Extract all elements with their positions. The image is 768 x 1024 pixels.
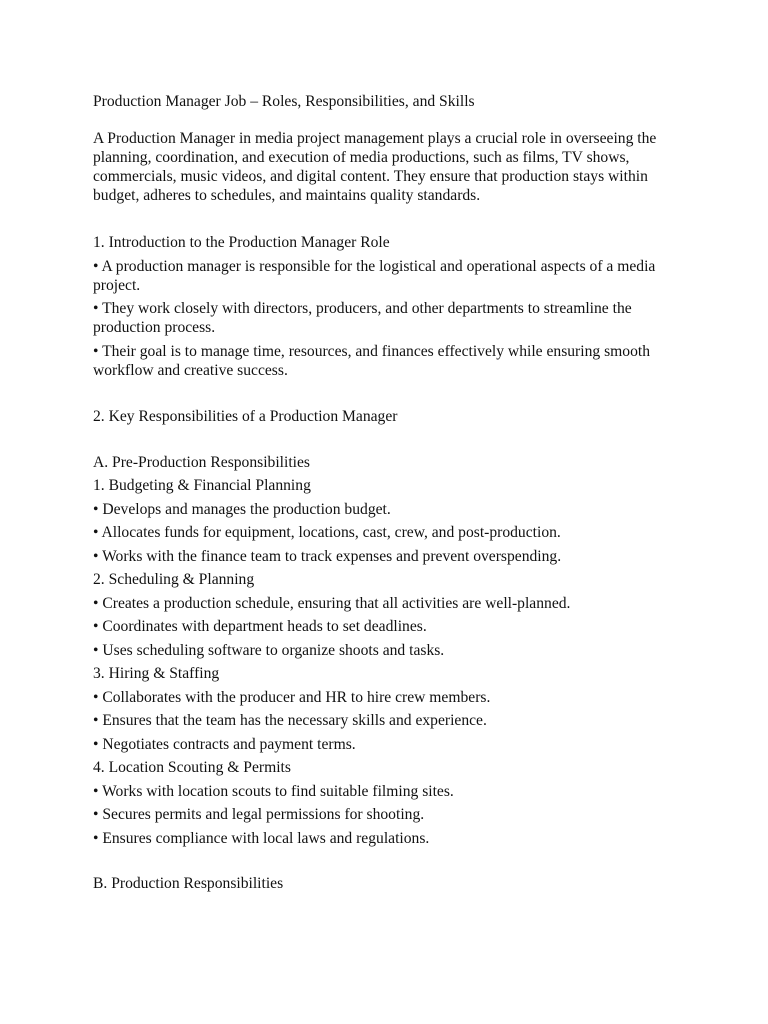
section-2-heading: 2. Key Responsibilities of a Production Manager xyxy=(93,407,398,425)
section-1-bullet: • Their goal is to manage time, resources, and finances effectively while ensuring smooth workflow and creative success. xyxy=(93,342,650,379)
section-1-heading: 1. Introduction to the Production Manager Role xyxy=(93,234,390,251)
list-item: • Works with location scouts to find suitable filming sites. xyxy=(93,782,454,800)
item-heading: 2. Scheduling & Planning xyxy=(93,571,255,588)
item-heading: 1. Budgeting & Financial Planning xyxy=(93,477,311,494)
document-title: Production Manager Job – Roles, Responsibilities, and Skills xyxy=(93,93,475,110)
list-item: • Creates a production schedule, ensuring that all activities are well-planned. xyxy=(93,594,571,612)
item-heading: 3. Hiring & Staffing xyxy=(93,665,220,682)
list-item: • Ensures compliance with local laws and regulations. xyxy=(93,829,430,847)
subsection-a-heading: A. Pre-Production Responsibilities xyxy=(93,453,311,471)
list-item: • Uses scheduling software to organize shoots and tasks. xyxy=(93,641,445,659)
list-item: • Works with the finance team to track expenses and prevent overspending. xyxy=(93,547,562,565)
list-item: • Allocates funds for equipment, locations, cast, crew, and post-production. xyxy=(93,524,561,541)
list-item: • Develops and manages the production budget. xyxy=(93,500,391,518)
item-heading: 4. Location Scouting & Permits xyxy=(93,759,291,776)
subsection-b-heading: B. Production Responsibilities xyxy=(93,874,284,892)
document-body xyxy=(93,92,683,893)
list-item: • Collaborates with the producer and HR to hire crew members. xyxy=(93,688,491,706)
list-item: • Negotiates contracts and payment terms. xyxy=(93,735,356,753)
section-1-bullet: • They work closely with directors, producers, and other departments to streamline the production process. xyxy=(93,300,632,336)
list-item: • Coordinates with department heads to set deadlines. xyxy=(93,618,427,635)
list-item: • Ensures that the team has the necessary skills and experience. xyxy=(93,712,487,729)
intro-paragraph: A Production Manager in media project management plays a crucial role in overseeing the planning, coordination, and execution of media productions, such as films, TV shows, commercials, music videos, and digital content. They ensure that production stays within budget, adheres to schedules, and maintains quality standards. xyxy=(93,130,657,204)
section-1-bullet: • A production manager is responsible for the logistical and operational aspects of a media project. xyxy=(93,257,656,294)
list-item: • Secures permits and legal permissions for shooting. xyxy=(93,806,425,823)
